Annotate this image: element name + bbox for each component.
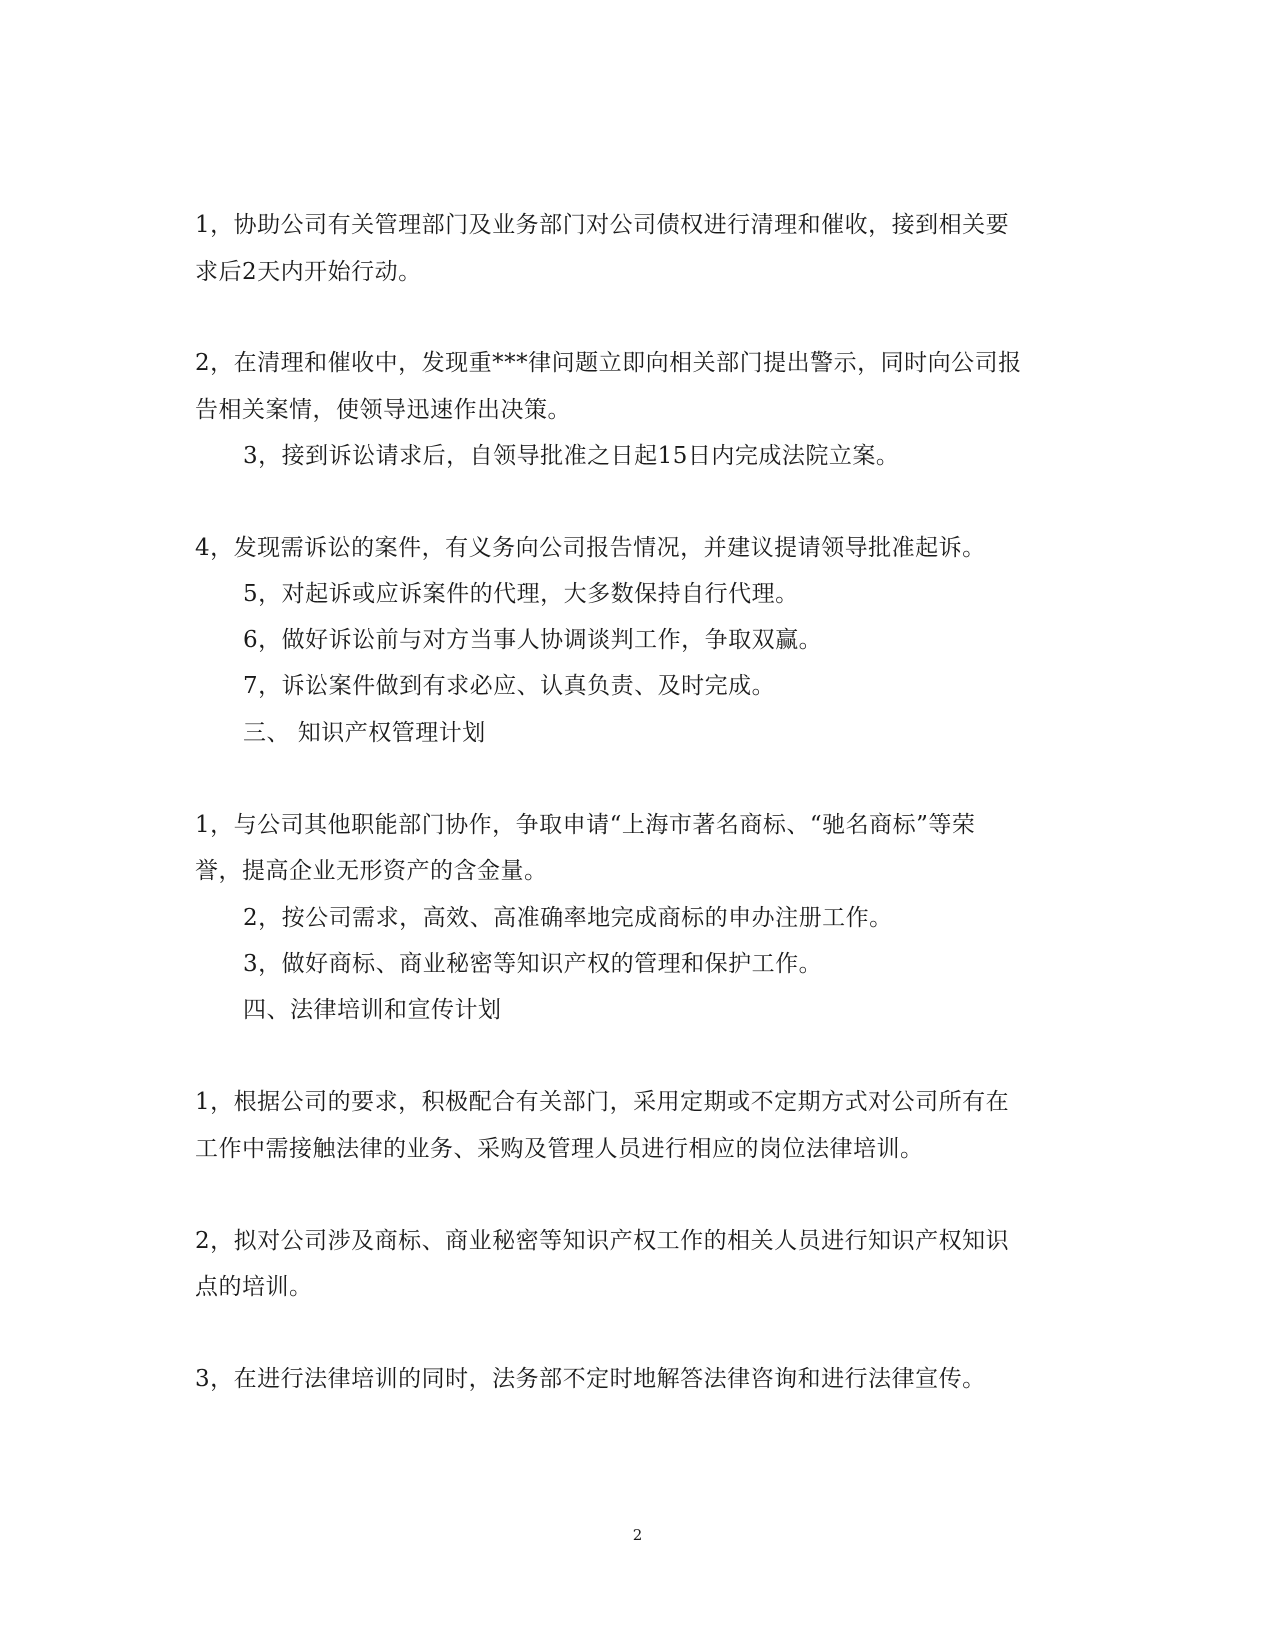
paragraph-line: 7，诉讼案件做到有求必应、认真负责、及时完成。 <box>243 673 776 699</box>
paragraph-line: 誉，提高企业无形资产的含金量。 <box>195 858 548 884</box>
paragraph-line: 4，发现需诉讼的案件，有义务向公司报告情况，并建议提请领导批准起诉。 <box>195 535 986 561</box>
paragraph-line: 2，拟对公司涉及商标、商业秘密等知识产权工作的相关人员进行知识产权知识 <box>195 1228 1010 1254</box>
paragraph-line: 工作中需接触法律的业务、采购及管理人员进行相应的岗位法律培训。 <box>195 1136 924 1162</box>
paragraph-line: 2，按公司需求，高效、高准确率地完成商标的申办注册工作。 <box>243 905 893 931</box>
paragraph-line: 3，接到诉讼请求后，自领导批准之日起15日内完成法院立案。 <box>243 443 900 469</box>
section-heading: 四、法律培训和宣传计划 <box>243 997 502 1023</box>
section-heading: 三、 知识产权管理计划 <box>243 720 486 746</box>
paragraph-line: 6，做好诉讼前与对方当事人协调谈判工作，争取双赢。 <box>243 627 823 653</box>
paragraph-line: 1，与公司其他职能部门协作，争取申请“上海市著名商标、“驰名商标”等荣 <box>195 812 976 838</box>
page-number: 2 <box>632 1526 643 1544</box>
paragraph-line: 告相关案情，使领导迅速作出决策。 <box>195 397 571 423</box>
paragraph-line: 点的培训。 <box>195 1274 313 1300</box>
paragraph-line: 3，在进行法律培训的同时，法务部不定时地解答法律咨询和进行法律宣传。 <box>195 1366 986 1392</box>
paragraph-line: 求后2天内开始行动。 <box>195 259 422 285</box>
paragraph-line: 1，协助公司有关管理部门及业务部门对公司债权进行清理和催收，接到相关要 <box>195 212 1010 238</box>
paragraph-line: 2，在清理和催收中，发现重***律问题立即向相关部门提出警示，同时向公司报 <box>195 350 1022 376</box>
paragraph-line: 1，根据公司的要求，积极配合有关部门，采用定期或不定期方式对公司所有在 <box>195 1089 1010 1115</box>
paragraph-line: 3，做好商标、商业秘密等知识产权的管理和保护工作。 <box>243 951 823 977</box>
paragraph-line: 5，对起诉或应诉案件的代理，大多数保持自行代理。 <box>243 581 799 607</box>
